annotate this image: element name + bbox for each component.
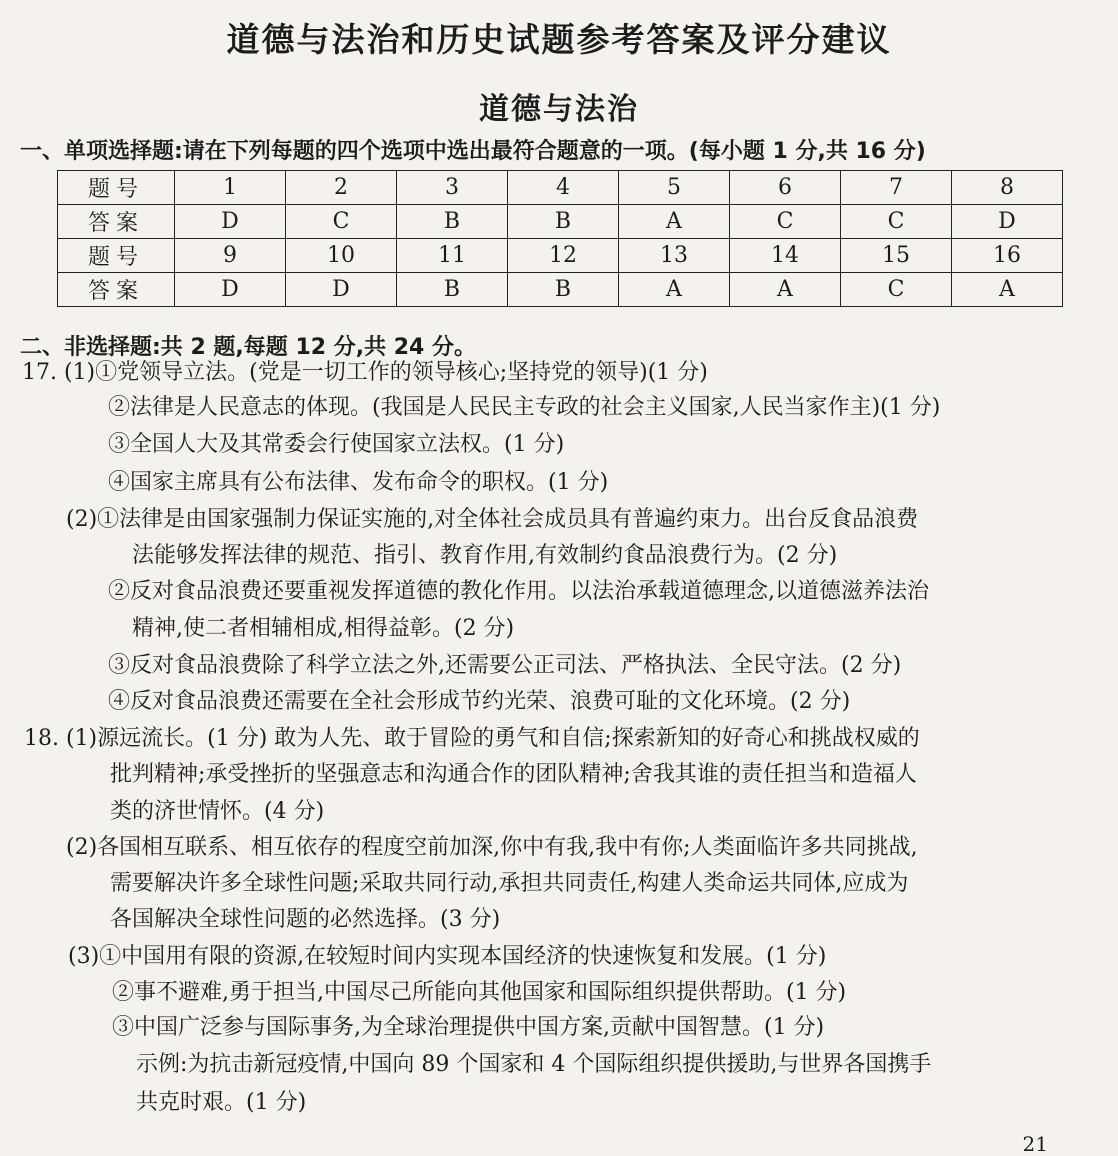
question-number: 7 <box>841 171 952 205</box>
question-number: 11 <box>397 239 508 273</box>
q18-line: 示例:为抗击新冠疫情,中国向 89 个国家和 4 个国际组织提供援助,与世界各国携手 <box>136 1052 932 1077</box>
q18-line: 各国解决全球性问题的必然选择。(3 分) <box>110 907 501 932</box>
question-number: 1 <box>175 171 286 205</box>
row-header: 答案 <box>58 205 175 239</box>
section2-heading: 二、非选择题:共 2 题,每题 12 分,共 24 分。 <box>20 335 477 360</box>
answer-cell: A <box>619 273 730 307</box>
q18-line: ③中国广泛参与国际事务,为全球治理提供中国方案,贡献中国智慧。(1 分) <box>112 1015 825 1040</box>
page-number: 21 <box>1022 1132 1048 1156</box>
q18-line: 类的济世情怀。(4 分) <box>110 799 325 824</box>
answer-cell: C <box>841 205 952 239</box>
table-row <box>58 171 1063 205</box>
q17-line: ④国家主席具有公布法律、发布命令的职权。(1 分) <box>108 470 609 495</box>
page-title: 道德与法治和历史试题参考答案及评分建议 <box>226 20 892 59</box>
answer-cell: D <box>286 273 397 307</box>
question-number: 14 <box>730 239 841 273</box>
question-number: 13 <box>619 239 730 273</box>
q18-line: (2)各国相互联系、相互依存的程度空前加深,你中有我,我中有你;人类面临许多共同挑战, <box>66 835 918 860</box>
q18-line: (3)①中国用有限的资源,在较短时间内实现本国经济的快速恢复和发展。(1 分) <box>68 944 827 969</box>
question-number: 3 <box>397 171 508 205</box>
answer-cell: B <box>508 273 619 307</box>
answer-cell: A <box>730 273 841 307</box>
answer-table <box>57 170 1063 307</box>
q18-line: 批判精神;承受挫折的坚强意志和沟通合作的团队精神;舍我其谁的责任担当和造福人 <box>110 762 917 787</box>
answer-cell: A <box>619 205 730 239</box>
table-row <box>58 205 1063 239</box>
row-header: 题号 <box>58 171 175 205</box>
answer-cell: B <box>397 205 508 239</box>
q17-line: (2)①法律是由国家强制力保证实施的,对全体社会成员具有普遍约束力。出台反食品浪费 <box>66 507 919 532</box>
q18-line: 需要解决许多全球性问题;采取共同行动,承担共同责任,构建人类命运共同体,应成为 <box>110 871 909 896</box>
question-number: 9 <box>175 239 286 273</box>
q17-line: 精神,使二者相辅相成,相得益彰。(2 分) <box>132 616 515 641</box>
section1-heading: 一、单项选择题:请在下列每题的四个选项中选出最符合题意的一项。(每小题 1 分,共 16 分) <box>20 139 926 164</box>
q17-line: ②反对食品浪费还要重视发挥道德的教化作用。以法治承载道德理念,以道德滋养法治 <box>108 579 929 604</box>
answer-cell: D <box>952 205 1063 239</box>
q17-line: 17. (1)①党领导立法。(党是一切工作的领导核心;坚持党的领导)(1 分) <box>22 360 708 385</box>
row-header: 题号 <box>58 239 175 273</box>
table-row <box>58 239 1063 273</box>
answer-cell: C <box>841 273 952 307</box>
question-number: 12 <box>508 239 619 273</box>
question-number: 10 <box>286 239 397 273</box>
q18-line: 18. (1)源远流长。(1 分) 敢为人先、敢于冒险的勇气和自信;探索新知的好奇心和挑战权威的 <box>24 726 920 751</box>
q17-line: ②法律是人民意志的体现。(我国是人民民主专政的社会主义国家,人民当家作主)(1 分) <box>108 395 941 420</box>
row-header: 答案 <box>58 273 175 307</box>
answer-cell: C <box>730 205 841 239</box>
page-subtitle: 道德与法治 <box>479 92 639 127</box>
answer-cell: B <box>397 273 508 307</box>
answer-cell: B <box>508 205 619 239</box>
table-row <box>58 273 1063 307</box>
answer-cell: D <box>175 205 286 239</box>
q17-line: ③反对食品浪费除了科学立法之外,还需要公正司法、严格执法、全民守法。(2 分) <box>108 653 902 678</box>
question-number: 8 <box>952 171 1063 205</box>
q18-line: 共克时艰。(1 分) <box>136 1090 307 1115</box>
question-number: 6 <box>730 171 841 205</box>
answer-cell: D <box>175 273 286 307</box>
q18-line: ②事不避难,勇于担当,中国尽己所能向其他国家和国际组织提供帮助。(1 分) <box>112 980 847 1005</box>
question-number: 2 <box>286 171 397 205</box>
answer-cell: A <box>952 273 1063 307</box>
answer-cell: C <box>286 205 397 239</box>
q17-line: ④反对食品浪费还需要在全社会形成节约光荣、浪费可耻的文化环境。(2 分) <box>108 689 851 714</box>
question-number: 4 <box>508 171 619 205</box>
q17-line: ③全国人大及其常委会行使国家立法权。(1 分) <box>108 432 565 457</box>
question-number: 5 <box>619 171 730 205</box>
question-number: 16 <box>952 239 1063 273</box>
q17-line: 法能够发挥法律的规范、指引、教育作用,有效制约食品浪费行为。(2 分) <box>132 543 838 568</box>
question-number: 15 <box>841 239 952 273</box>
